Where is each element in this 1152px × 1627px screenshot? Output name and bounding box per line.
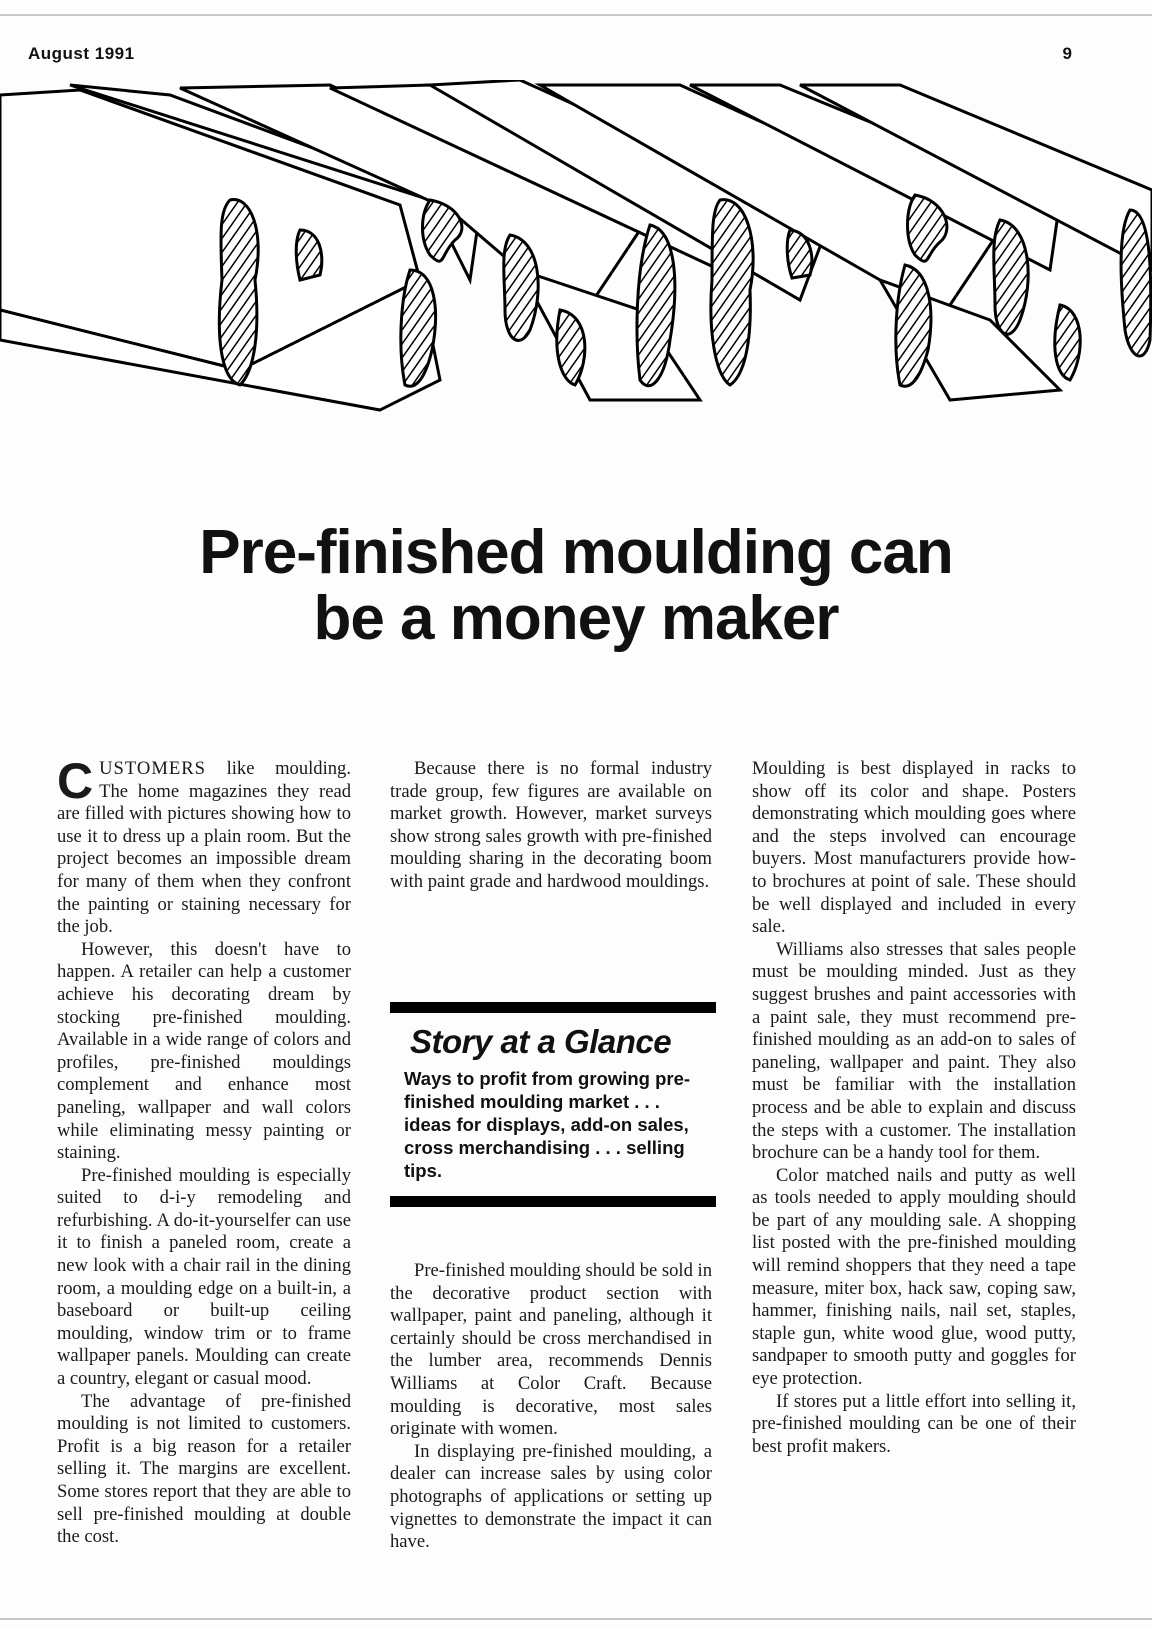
paragraph: Because there is no formal industry trade group, few figures are available on market growth. However, market surveys show strong sales growth with pre-finished moulding sharing in the decorating boom with paint grade and hardwood mouldings. [390,758,712,892]
headline-line-2: be a money maker [313,584,839,653]
sidebar-summary: Ways to profit from growing pre-finished moulding market . . . ideas for displays, add-on sales, cross merchandising . . . selling tips. [404,1068,691,1181]
paragraph: Williams also stresses that sales people must be moulding minded. Just as they suggest brushes and paint accessories with a paint sale, they must recommend pre-finished moulding as an add-on to sales of paneling, wallpaper and paint. They also must be familiar with the installation process and be able to explain and discuss the steps with a customer. The installation brochure can be a handy tool for them. [752,938,1076,1164]
paragraph [57,753,351,939]
story-at-a-glance-box [390,1002,716,1207]
page-number: 9 [1062,44,1072,63]
sidebar-top-rule [390,1002,716,1013]
paragraph: However, this doesn't have to happen. A retailer can help a customer achieve his decorating dream by stocking pre-finished moulding. Available in a wide range of colors and profiles, pre-finished mouldings complement and enhance most paneling, wallpaper and wall colors while eliminating messy painting or staining. [57,938,351,1164]
column-3 [752,758,1076,1458]
sidebar-title: Story at a Glance [410,1023,672,1060]
column-2-bottom [390,1260,712,1554]
paragraph-text: like moulding. The home magazines they read are filled with pictures showing how to use it to dress up a plain room. But the project becomes an impossible dream for many of them when they confront the painting or staining necessary for the job. [57,758,351,938]
issue-date: August 1991 [28,44,135,63]
sidebar-bottom-rule [390,1196,716,1207]
column-1 [57,753,351,1549]
drop-cap: C [57,753,94,809]
paragraph: Pre-finished moulding should be sold in the decorative product section with wallpaper, paint and paneling, although it certainly should be cross merchandised in the lumber area, recommends Dennis Williams at Color Craft. Because moulding is decorative, most sales originate with women. [390,1260,712,1440]
headline-line-1: Pre-finished moulding can [199,518,953,587]
top-edge-line [0,14,1152,16]
paragraph: In displaying pre-finished moulding, a dealer can increase sales by using color photographs of applications or setting up vignettes to demonstrate the impact it can have. [390,1440,712,1553]
lead-word: USTOMERS [99,758,206,779]
paragraph: If stores put a little effort into selling it, pre-finished moulding can be one of their best profit makers. [752,1390,1076,1457]
paragraph: Color matched nails and putty as well as tools needed to apply moulding should be part of any moulding sale. A shopping list posted with the pre-finished moulding will remind shoppers that they need a tape measure, miter box, hack saw, coping saw, hammer, finishing nails, nail set, staples, staple gun, white wood glue, wood putty, sandpaper to smooth putty and goggles for eye protection. [752,1164,1076,1390]
paragraph: The advantage of pre-finished moulding is not limited to customers. Profit is a big reason for a retailer selling it. The margins are excellent. Some stores report that they are able to sell pre-finished moulding at double the cost. [57,1390,351,1548]
moulding-profiles-illustration [0,80,1152,430]
paragraph: Moulding is best displayed in racks to show off its color and shape. Posters demonstrating which moulding goes where and the steps involved can encourage buyers. Most manufacturers provide how-to brochures at point of sale. These should be well displayed and included in every sale. [752,758,1076,938]
article-headline [0,520,1152,652]
bottom-edge-line [0,1618,1152,1620]
column-2-top [390,758,712,894]
paragraph: Pre-finished moulding is especially suited to d-i-y remodeling and refurbishing. A do-it-yourselfer can use it to finish a paneled room, create a new look with a chair rail in the dining room, a moulding edge on a built-in, a baseboard or built-up ceiling moulding, window trim or to frame wallpaper panels. Moulding can create a country, elegant or casual mood. [57,1164,351,1390]
